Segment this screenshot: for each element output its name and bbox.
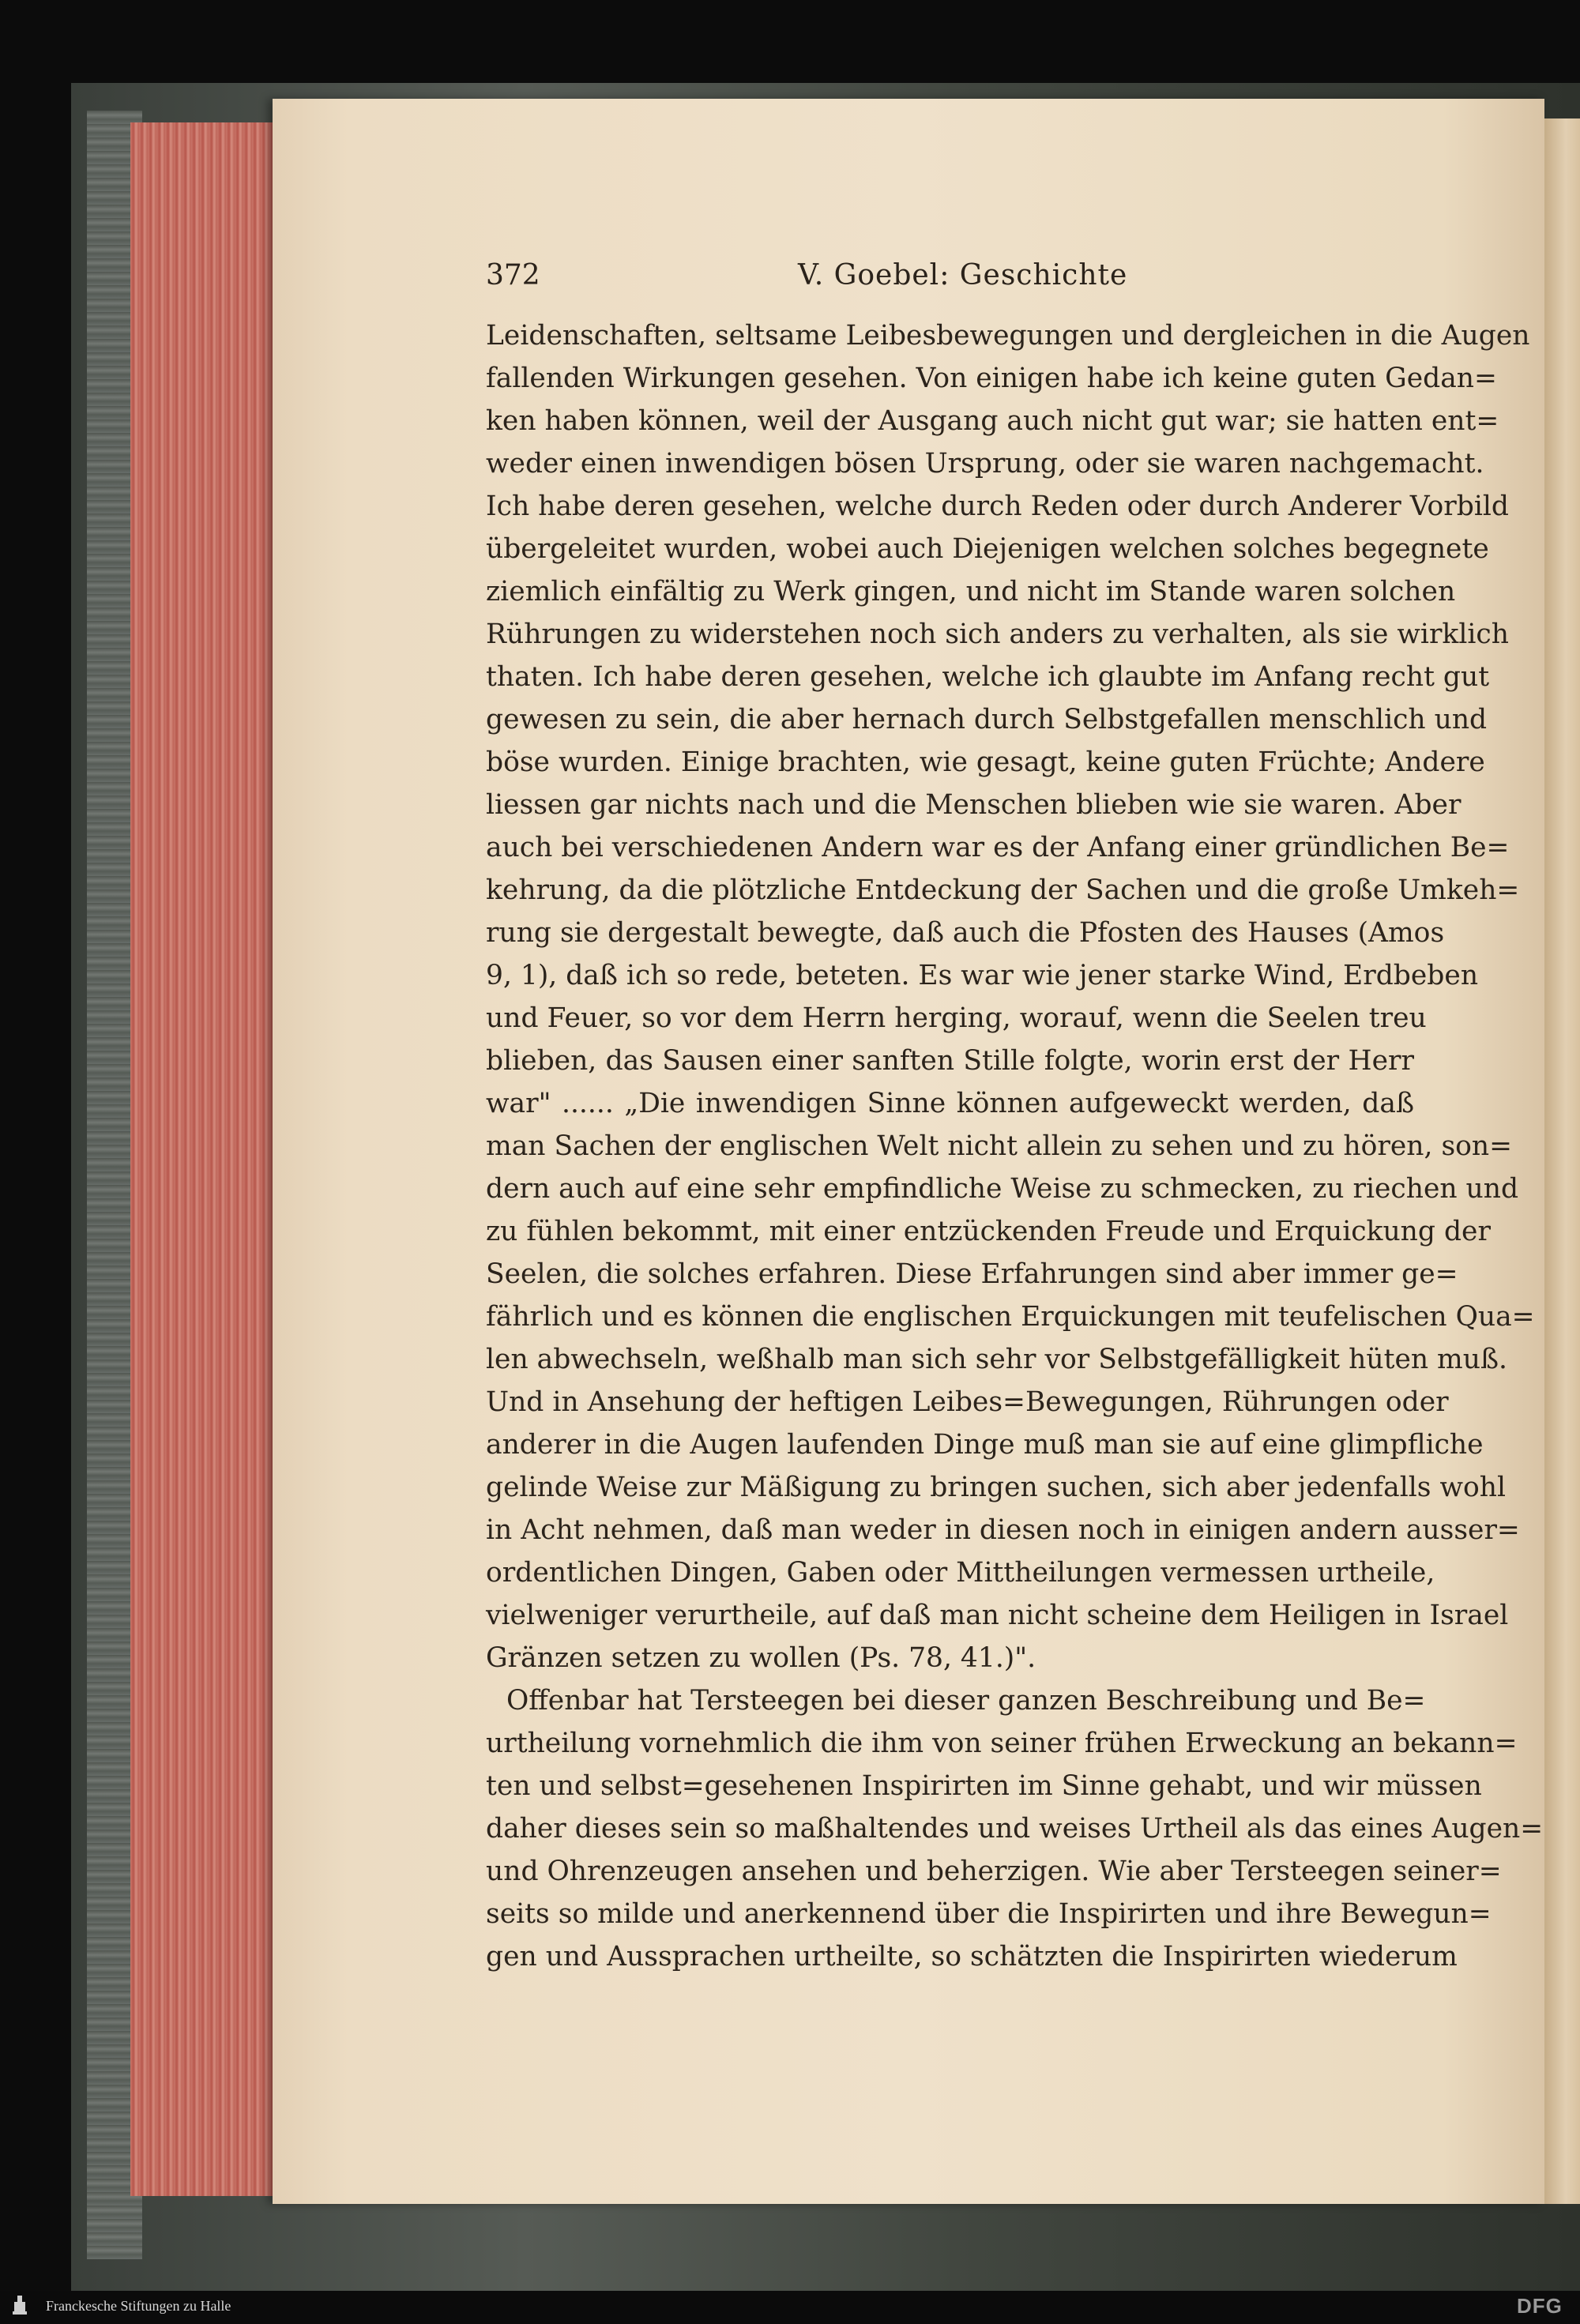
text-line: gen und Aussprachen urtheilte, so schätzten die Inspirirten wiederum — [486, 1941, 1458, 1972]
text-line: man Sachen der englischen Welt nicht allein zu sehen und zu hören, son= — [486, 1130, 1513, 1162]
text-line: rung sie dergestalt bewegte, daß auch die Pfosten des Hauses (Amos — [486, 917, 1445, 949]
text-line: Rührungen zu widerstehen noch sich anders zu verhalten, als sie wirklich — [486, 619, 1509, 650]
dfg-logo: DFG — [1517, 2294, 1563, 2318]
text-line: fallenden Wirkungen gesehen. Von einigen habe ich keine guten Gedan= — [486, 363, 1497, 394]
running-head: V. Goebel: Geschichte — [798, 259, 1128, 291]
text-line: ten und selbst=gesehenen Inspirirten im Sinne gehabt, und wir müssen — [486, 1770, 1482, 1802]
text-line: ordentlichen Dingen, Gaben oder Mittheilungen vermessen urtheile, — [486, 1557, 1435, 1589]
foundation-logo-icon — [11, 2294, 28, 2318]
text-line: daher dieses sein so maßhaltendes und weises Urtheil als das eines Augen= — [486, 1813, 1544, 1845]
text-line: Leidenschaften, seltsame Leibesbewegungen und dergleichen in die Augen — [486, 320, 1530, 352]
footer-bar — [0, 2291, 1580, 2324]
text-line: ziemlich einfältig zu Werk gingen, und nicht im Stande waren solchen — [486, 576, 1456, 607]
text-line: Ich habe deren gesehen, welche durch Reden oder durch Anderer Vorbild — [486, 491, 1509, 522]
text-line: len abwechseln, weßhalb man sich sehr vor Selbstgefälligkeit hüten muß. — [486, 1344, 1507, 1375]
text-line: 9, 1), daß ich so rede, beteten. Es war wie jener starke Wind, Erdbeben — [486, 960, 1479, 991]
text-line: übergeleitet wurden, wobei auch Diejenigen welchen solches begegnete — [486, 533, 1489, 565]
text-line: Seelen, die solches erfahren. Diese Erfahrungen sind aber immer ge= — [486, 1258, 1458, 1290]
text-line: Offenbar hat Tersteegen bei dieser ganzen Beschreibung und Be= — [506, 1685, 1426, 1717]
page-number: 372 — [486, 259, 540, 291]
text-line: blieben, das Sausen einer sanften Stille folgte, worin erst der Herr — [486, 1045, 1414, 1077]
institution-label: Franckesche Stiftungen zu Halle — [46, 2298, 231, 2314]
text-line: Gränzen setzen zu wollen (Ps. 78, 41.)". — [486, 1642, 1036, 1674]
text-line: Und in Ansehung der heftigen Leibes=Bewegungen, Rührungen oder — [486, 1386, 1449, 1418]
text-line: und Ohrenzeugen ansehen und beherzigen. Wie aber Tersteegen seiner= — [486, 1856, 1502, 1887]
text-line: thaten. Ich habe deren gesehen, welche ich glaubte im Anfang recht gut — [486, 661, 1490, 693]
page-edges — [130, 122, 284, 2196]
text-line: und Feuer, so vor dem Herrn herging, worauf, wenn die Seelen treu — [486, 1002, 1427, 1034]
text-line: urtheilung vornehmlich die ihm von seiner frühen Erweckung an bekann= — [486, 1728, 1518, 1759]
text-line: liessen gar nichts nach und die Menschen blieben wie sie waren. Aber — [486, 789, 1462, 821]
text-line: gewesen zu sein, die aber hernach durch Selbstgefallen menschlich und — [486, 704, 1488, 735]
text-line: weder einen inwendigen bösen Ursprung, oder sie waren nachgemacht. — [486, 448, 1484, 479]
text-line: böse wurden. Einige brachten, wie gesagt, keine guten Früchte; Andere — [486, 746, 1485, 778]
text-line: auch bei verschiedenen Andern war es der Anfang einer gründlichen Be= — [486, 832, 1510, 863]
text-line: war" ...... „Die inwendigen Sinne können aufgeweckt werden, daß — [486, 1088, 1414, 1119]
text-line: dern auch auf eine sehr empfindliche Weise zu schmecken, zu riechen und — [486, 1173, 1519, 1205]
text-line: vielweniger verurtheile, auf daß man nicht scheine dem Heiligen in Israel — [486, 1600, 1509, 1631]
text-line: kehrung, da die plötzliche Entdeckung der Sachen und die große Umkeh= — [486, 874, 1520, 906]
text-line: fährlich und es können die englischen Erquickungen mit teufelischen Qua= — [486, 1301, 1535, 1333]
page-header — [486, 259, 1394, 306]
text-line: seits so milde und anerkennend über die Inspirirten und ihre Bewegun= — [486, 1898, 1492, 1930]
text-line: anderer in die Augen laufenden Dinge muß man sie auf eine glimpfliche — [486, 1429, 1484, 1461]
facing-page-edge — [1544, 118, 1580, 2204]
text-line: gelinde Weise zur Mäßigung zu bringen suchen, sich aber jedenfalls wohl — [486, 1472, 1507, 1503]
text-line: zu fühlen bekommt, mit einer entzückenden Freude und Erquickung der — [486, 1216, 1491, 1247]
text-line: ken haben können, weil der Ausgang auch nicht gut war; sie hatten ent= — [486, 405, 1499, 437]
text-body — [486, 314, 1544, 1978]
text-line: in Acht nehmen, daß man weder in diesen noch in einigen andern ausser= — [486, 1514, 1520, 1546]
